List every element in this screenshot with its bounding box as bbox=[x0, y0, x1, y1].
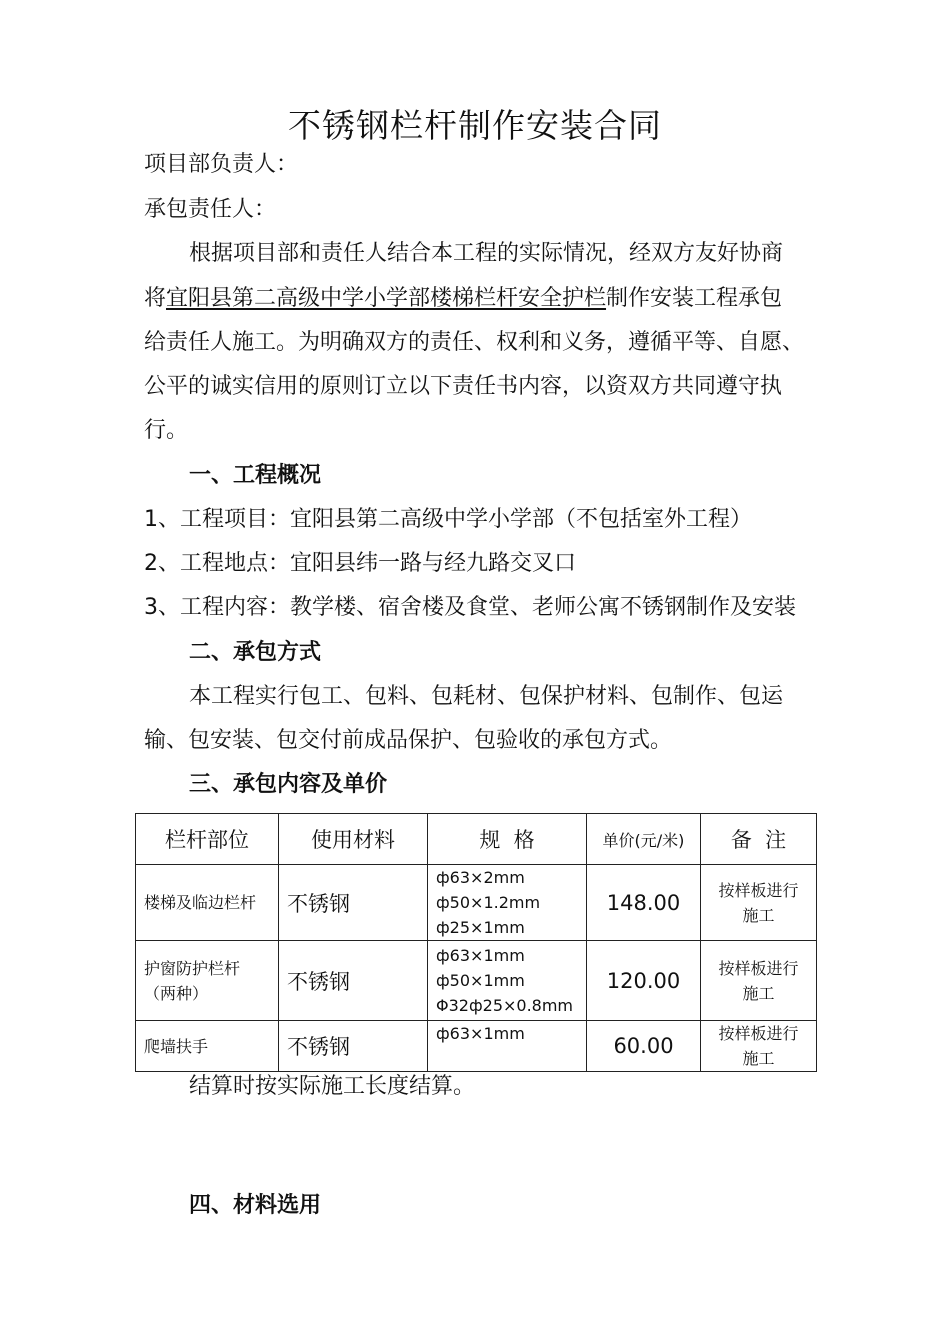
spec-line: ф50×1mm bbox=[436, 971, 525, 990]
section-1-item-1: 1、工程项目：宜阳县第二高级中学小学部（不包括室外工程） bbox=[144, 507, 752, 532]
row-part: 护窗防护栏杆 bbox=[144, 958, 241, 978]
header-material: 使用材料 bbox=[279, 814, 428, 865]
section-4-heading: 四、材料选用 bbox=[189, 1193, 322, 1218]
row-price: 148.00 bbox=[587, 865, 701, 941]
row-price: 120.00 bbox=[587, 941, 701, 1021]
intro-suffix: 制作安装工程承包 bbox=[606, 286, 783, 311]
row-material: 不锈钢 bbox=[279, 941, 428, 1021]
row-note-line-1: 按样板进行 bbox=[718, 958, 799, 978]
intro-line-5: 行。 bbox=[144, 418, 189, 443]
intro-line-4: 公平的诚实信用的原则订立以下责任书内容，以资双方共同遵守执 bbox=[144, 374, 783, 399]
spec-line: Φ32ф25×0.8mm bbox=[436, 996, 574, 1015]
section-3-heading: 三、承包内容及单价 bbox=[189, 772, 388, 797]
section-1-item-2: 2、工程地点：宜阳县纬一路与经九路交叉口 bbox=[144, 551, 576, 576]
project-name-underlined: 宜阳县第二高级中学小学部楼梯栏杆安全护栏 bbox=[166, 286, 607, 311]
row-note-line-2: 施工 bbox=[742, 905, 775, 925]
spec-line: ф63×2mm bbox=[436, 868, 525, 887]
row-note-line-2: 施工 bbox=[742, 1049, 775, 1068]
section-1-heading: 一、工程概况 bbox=[189, 463, 322, 488]
spec-line: ф25×1mm bbox=[436, 918, 525, 937]
spec-line: ф63×1mm bbox=[436, 946, 525, 965]
spec-line: ф50×1.2mm bbox=[436, 893, 541, 912]
header-part: 栏杆部位 bbox=[136, 814, 279, 865]
row-part-note: （两种） bbox=[144, 983, 209, 1003]
row-note-line-2: 施工 bbox=[742, 983, 775, 1003]
intro-line-2 bbox=[144, 284, 782, 314]
document-title: 不锈钢栏杆制作安装合同 bbox=[288, 106, 662, 145]
section-2-heading: 二、承包方式 bbox=[189, 640, 322, 665]
table-row bbox=[136, 865, 817, 941]
table-row bbox=[136, 1021, 817, 1072]
project-manager-label: 项目部负责人： bbox=[144, 152, 299, 177]
row-material: 不锈钢 bbox=[279, 1021, 428, 1072]
header-note: 备 注 bbox=[701, 814, 817, 865]
row-material: 不锈钢 bbox=[279, 865, 428, 941]
row-price: 60.00 bbox=[587, 1021, 701, 1072]
table-row bbox=[136, 941, 817, 1021]
header-price: 单价(元/米) bbox=[587, 814, 701, 865]
row-note-line-1: 按样板进行 bbox=[718, 880, 799, 900]
section-2-line-1: 本工程实行包工、包料、包耗材、包保护材料、包制作、包运 bbox=[189, 684, 784, 709]
price-table bbox=[135, 813, 817, 1072]
spec-line: ф63×1mm bbox=[436, 1024, 525, 1043]
section-2-line-2: 输、包安装、包交付前成品保护、包验收的承包方式。 bbox=[144, 728, 673, 753]
row-part: 楼梯及临边栏杆 bbox=[136, 865, 279, 941]
row-note-line-1: 按样板进行 bbox=[718, 1024, 799, 1043]
contractor-label: 承包责任人： bbox=[144, 197, 277, 222]
intro-prefix: 将 bbox=[144, 286, 167, 311]
row-part: 爬墙扶手 bbox=[136, 1021, 279, 1072]
table-header-row bbox=[136, 814, 817, 865]
intro-line-3: 给责任人施工。为明确双方的责任、权利和义务，遵循平等、自愿、 bbox=[144, 330, 805, 355]
settlement-note: 结算时按实际施工长度结算。 bbox=[189, 1074, 476, 1099]
intro-line-1: 根据项目部和责任人结合本工程的实际情况，经双方友好协商 bbox=[189, 241, 784, 266]
section-1-item-3: 3、工程内容：教学楼、宿舍楼及食堂、老师公寓不锈钢制作及安装 bbox=[144, 595, 796, 620]
header-spec: 规 格 bbox=[428, 814, 587, 865]
